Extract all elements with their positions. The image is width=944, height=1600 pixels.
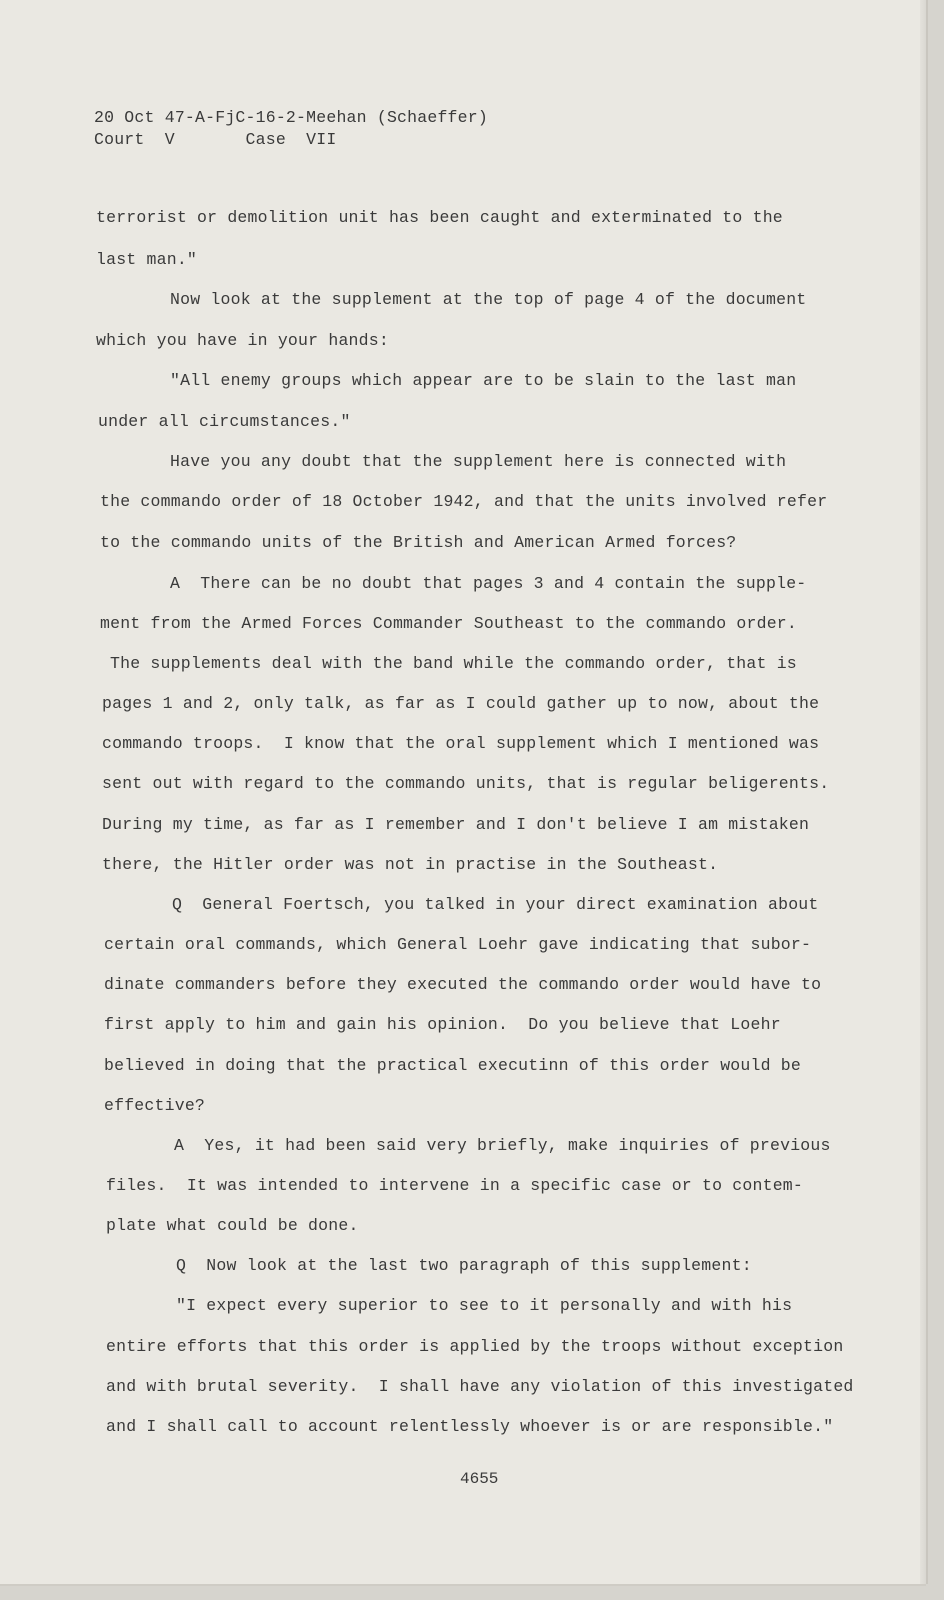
text-line: "All enemy groups which appear are to be slain to the last man — [170, 371, 797, 390]
text-line: entire efforts that this order is applied by the troops without exception — [106, 1337, 844, 1356]
text-line: which you have in your hands: — [96, 331, 389, 350]
text-line: "I expect every superior to see to it personally and with his — [176, 1296, 793, 1315]
text-line: under all circumstances." — [98, 412, 351, 431]
text-line: Have you any doubt that the supplement here is connected with — [170, 452, 787, 471]
text-line: to the commando units of the British and American Armed forces? — [100, 533, 737, 552]
text-line: and I shall call to account relentlessly whoever is or are responsible." — [106, 1417, 834, 1436]
text-line: terrorist or demolition unit has been caught and exterminated to the — [96, 208, 783, 227]
header-line-1: 20 Oct 47-A-FjC-16-2-Meehan (Schaeffer) — [94, 108, 488, 127]
text-line: effective? — [104, 1096, 206, 1115]
text-line: and with brutal severity. I shall have any violation of this investigated — [106, 1377, 854, 1396]
text-line: believed in doing that the practical executinn of this order would be — [104, 1056, 802, 1075]
text-line: first apply to him and gain his opinion. Do you believe that Loehr — [104, 1015, 781, 1034]
text-line: files. It was intended to intervene in a specific case or to contem- — [106, 1176, 804, 1195]
text-line: the commando order of 18 October 1942, and that the units involved refer — [100, 492, 828, 511]
text-line: A Yes, it had been said very briefly, make inquiries of previous — [174, 1136, 831, 1155]
text-line: commando troops. I know that the oral supplement which I mentioned was — [102, 734, 820, 753]
page-number: 4655 — [460, 1470, 499, 1488]
text-line: During my time, as far as I remember and I don't believe I am mistaken — [102, 815, 810, 834]
text-line: Q General Foertsch, you talked in your direct examination about — [172, 895, 819, 914]
header-line-2: Court V Case VII — [94, 130, 337, 149]
text-line: Q Now look at the last two paragraph of this supplement: — [176, 1256, 752, 1275]
text-line: certain oral commands, which General Loehr gave indicating that subor- — [104, 935, 812, 954]
text-line: Now look at the supplement at the top of page 4 of the document — [170, 290, 807, 309]
text-line: The supplements deal with the band while the commando order, that is — [110, 654, 797, 673]
text-line: there, the Hitler order was not in practise in the Southeast. — [102, 855, 719, 874]
text-line: last man." — [96, 250, 198, 269]
text-line: A There can be no doubt that pages 3 and 4 contain the supple- — [170, 574, 807, 593]
text-line: plate what could be done. — [106, 1216, 359, 1235]
text-line: pages 1 and 2, only talk, as far as I could gather up to now, about the — [102, 694, 820, 713]
text-line: ment from the Armed Forces Commander Southeast to the commando order. — [100, 614, 798, 633]
text-line: dinate commanders before they executed the commando order would have to — [104, 975, 822, 994]
text-line: sent out with regard to the commando units, that is regular beligerents. — [102, 774, 830, 793]
